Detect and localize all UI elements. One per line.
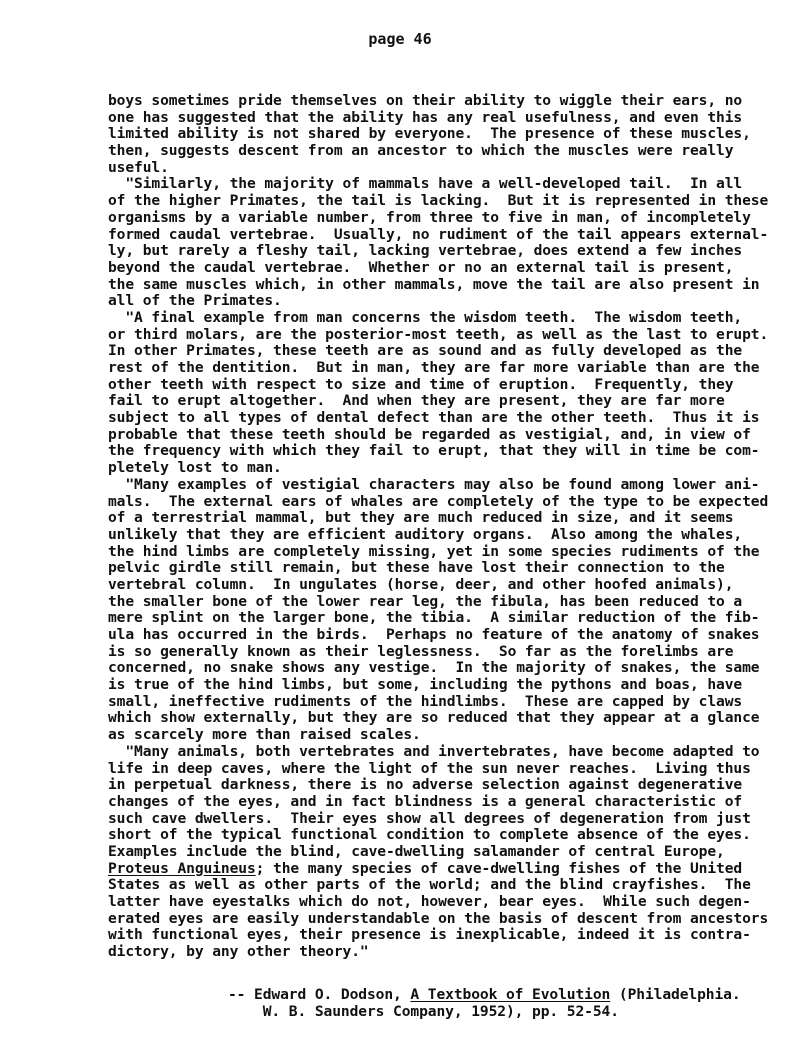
text-line: "A final example from man concerns the wisdom teeth. The wisdom teeth,	[108, 308, 743, 326]
text-line: of a terrestrial mammal, but they are much reduced in size, and it seems	[108, 509, 734, 527]
text-line: boys sometimes pride themselves on their ability to wiggle their ears, no	[108, 92, 743, 109]
text-line: States as well as other parts of the world; and the blind crayfishes. The	[108, 876, 751, 894]
text-line: of the higher Primates, the tail is lacking. But it is represented in these	[108, 192, 769, 210]
text-line: fail to erupt altogether. And when they are present, they are far more	[108, 392, 725, 410]
citation-line	[228, 986, 788, 1003]
quoted-passage	[108, 93, 768, 961]
text-line: mere splint on the larger bone, the tibia. A similar reduction of the fib-	[108, 609, 760, 627]
text-line: the same muscles which, in other mammals, move the tail are also present in	[108, 275, 760, 293]
text-line: the frequency with which they fail to erupt, that they will in time be com-	[108, 442, 760, 460]
text-line: is so generally known as their leglessness. So far as the forelimbs are	[108, 642, 734, 660]
citation-line-2	[228, 1003, 788, 1020]
text-line	[108, 861, 768, 878]
text-line: vertebral column. In ungulates (horse, deer, and other hoofed animals),	[108, 575, 734, 593]
text-line: life in deep caves, where the light of the sun never reaches. Living thus	[108, 759, 751, 777]
text-line: dictory, by any other theory."	[108, 943, 369, 961]
text-line: the smaller bone of the lower rear leg, the fibula, has been reduced to a	[108, 592, 743, 610]
text-line: useful.	[108, 158, 169, 176]
text-line: or third molars, are the posterior-most teeth, as well as the last to erupt.	[108, 325, 769, 343]
text-line: with functional eyes, their presence is inexplicable, indeed it is contra-	[108, 926, 751, 944]
text-line: the hind limbs are completely missing, yet in some species rudiments of the	[108, 542, 760, 560]
text-line: is true of the hind limbs, but some, including the pythons and boas, have	[108, 676, 743, 694]
text-line: rest of the dentition. But in man, they are far more variable than are the	[108, 359, 760, 376]
book-title: A Textbook of Evolution	[410, 986, 611, 1003]
text-line: "Many examples of vestigial characters may also be found among lower ani-	[108, 475, 760, 493]
text-line: which show externally, but they are so reduced that they appear at a glance	[108, 709, 760, 727]
text-line: then, suggests descent from an ancestor to which the muscles were really	[108, 142, 734, 160]
text-line: ula has occurred in the birds. Perhaps no feature of the anatomy of snakes	[108, 626, 760, 643]
text-line: in perpetual darkness, there is no adverse selection against degenerative	[108, 776, 743, 794]
species-name: Proteus Anguineus	[108, 859, 256, 877]
text-line: short of the typical functional condition to complete absence of the eyes.	[108, 826, 751, 844]
citation-suffix: (Philadelphia.	[610, 986, 741, 1003]
text-line: organisms by a variable number, from three to five in man, of incompletely	[108, 208, 751, 226]
page-number: page 46	[368, 30, 432, 48]
text-line: pelvic girdle still remain, but these have lost their connection to the	[108, 559, 725, 577]
text-line: concerned, no snake shows any vestige. In the majority of snakes, the same	[108, 659, 760, 677]
text-line: Examples include the blind, cave-dwelling salamander of central Europe,	[108, 842, 725, 860]
text-line: all of the Primates.	[108, 292, 282, 310]
text-line: probable that these teeth should be regarded as vestigial, and, in view of	[108, 425, 751, 443]
text-line: one has suggested that the ability has any real usefulness, and even this	[108, 108, 743, 126]
text-line: subject to all types of dental defect than are the other teeth. Thus it is	[108, 409, 760, 427]
text-line: ly, but rarely a fleshy tail, lacking vertebrae, does extend a few inches	[108, 242, 743, 260]
text-line-rest: ; the many species of cave-dwelling fishes of the United	[255, 859, 743, 877]
citation	[228, 986, 788, 1020]
text-line: erated eyes are easily understandable on the basis of descent from ancestors	[108, 909, 769, 927]
text-line: "Similarly, the majority of mammals have a well-developed tail. In all	[108, 175, 743, 193]
text-line: formed caudal vertebrae. Usually, no rudiment of the tail appears external-	[108, 225, 769, 243]
text-line: unlikely that they are efficient auditory organs. Also among the whales,	[108, 525, 743, 543]
text-line: changes of the eyes, and in fact blindness is a general characteristic of	[108, 792, 743, 810]
text-line: such cave dwellers. Their eyes show all degrees of degeneration from just	[108, 809, 751, 827]
text-line: mals. The external ears of whales are completely of the type to be expected	[108, 492, 769, 510]
text-line: "Many animals, both vertebrates and invertebrates, have become adapted to	[108, 742, 760, 760]
text-line: latter have eyestalks which do not, however, bear eyes. While such degen-	[108, 893, 751, 910]
text-line: as scarcely more than raised scales.	[108, 726, 421, 744]
text-line: beyond the caudal vertebrae. Whether or no an external tail is present,	[108, 258, 734, 276]
text-line: pletely lost to man.	[108, 459, 282, 477]
text-line: small, ineffective rudiments of the hindlimbs. These are capped by claws	[108, 692, 743, 710]
text-line: In other Primates, these teeth are as sound and as fully developed as the	[108, 342, 743, 360]
citation-prefix: -- Edward O. Dodson,	[228, 986, 411, 1003]
text-line: other teeth with respect to size and time of eruption. Frequently, they	[108, 375, 734, 393]
text-line: limited ability is not shared by everyone. The presence of these muscles,	[108, 125, 751, 143]
citation-publisher: W. B. Saunders Company, 1952), pp. 52-54.	[262, 1003, 619, 1020]
